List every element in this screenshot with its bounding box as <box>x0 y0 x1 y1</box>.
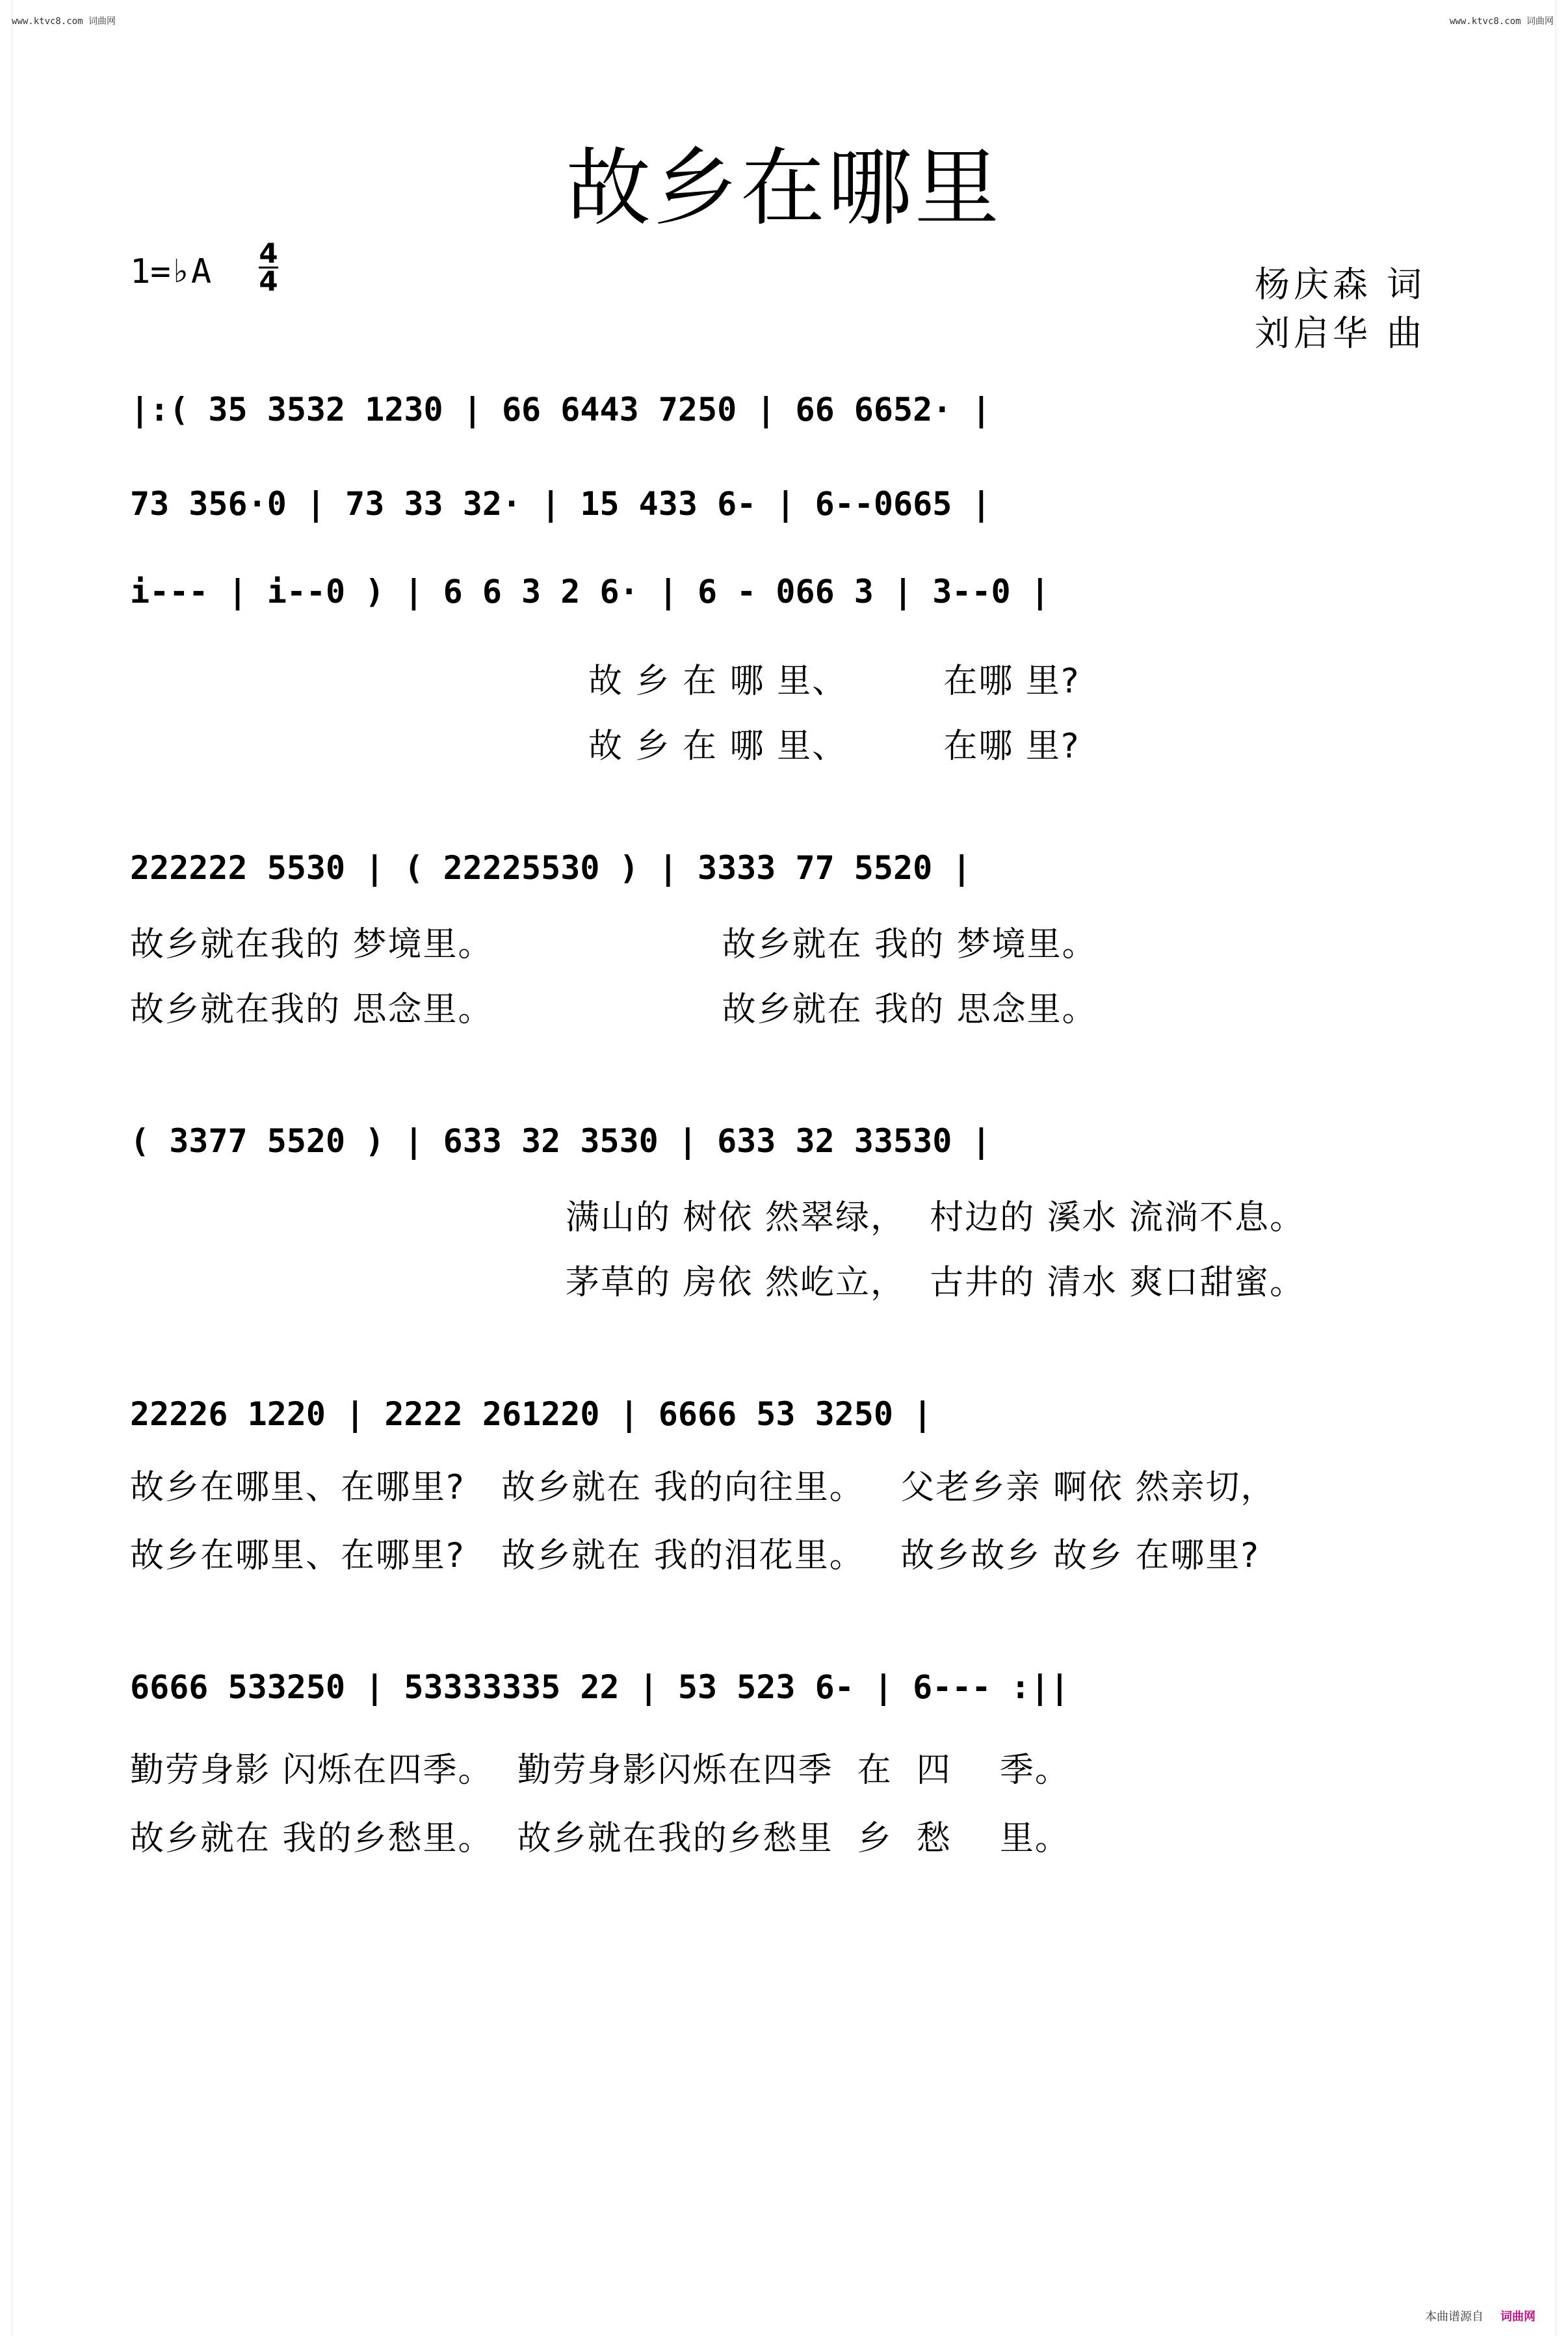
meter-top: 4 <box>259 237 278 269</box>
lyric-line: 故乡在哪里、在哪里? 故乡就在 我的泪花里。 故乡故乡 故乡 在哪里? <box>130 1536 1260 1575</box>
staff-line-5 <box>130 1109 1437 1174</box>
lyric-line: 故乡在哪里、在哪里? 故乡就在 我的向往里。 父老乡亲 啊依 然亲切， <box>130 1468 1276 1507</box>
staff-line-2 <box>130 471 1437 536</box>
time-signature <box>259 237 278 297</box>
left-margin-strip <box>0 0 12 2336</box>
staff-line-1 <box>130 377 1437 442</box>
staff-line-7 <box>130 1655 1437 1720</box>
notation: 6666 533250 | 53333335 22 | 53 523 6- | 6--- :|| <box>130 1668 1069 1706</box>
notation: 222222 5530 | ( 22225530 ) | 3333 77 5520 | <box>130 849 972 887</box>
notation: i--- | i--0 ) | 6 6 3 2 6· | 6 - 066 3 | 3--0 | <box>130 573 1050 610</box>
lyric-line: 勤劳身影 闪烁在四季。 勤劳身影闪烁在四季 在 四 季。 <box>130 1751 1070 1790</box>
notation: ( 3377 5520 ) | 633 32 3530 | 633 32 33530 | <box>130 1122 991 1160</box>
notation: 73 356·0 | 73 33 32· | 15 433 6- | 6--0665 | <box>130 485 991 523</box>
header-right: www.ktvc8.com 词曲网 <box>1449 16 1554 27</box>
lyric-line: 满山的 树依 然翠绿， 村边的 溪水 流淌不息。 <box>566 1198 1305 1237</box>
key-signature: 1=♭A <box>130 252 212 291</box>
lyric-line: 故乡就在我的 梦境里。 故乡就在 我的 梦境里。 <box>130 925 1097 964</box>
lyricist-credit: 杨庆森 词 <box>1255 264 1426 305</box>
footer-site: 词曲网 <box>1500 2310 1535 2324</box>
staff-line-4 <box>130 835 1437 900</box>
staff-line-3 <box>130 559 1437 624</box>
notation: 22226 1220 | 2222 261220 | 6666 53 3250 | <box>130 1395 933 1433</box>
meter-bottom: 4 <box>259 265 278 297</box>
lyric-line: 故 乡 在 哪 里、 在哪 里? <box>588 727 1080 766</box>
composer-credit: 刘启华 曲 <box>1255 313 1426 354</box>
lyric-line: 故 乡 在 哪 里、 在哪 里? <box>588 662 1080 701</box>
notation: |:( 35 3532 1230 | 66 6443 7250 | 66 6652· | <box>130 391 991 428</box>
header-left: www.ktvc8.com 词曲网 <box>12 16 116 27</box>
lyric-line: 故乡就在我的 思念里。 故乡就在 我的 思念里。 <box>130 990 1097 1029</box>
footer-source: 本曲谱源自 <box>1425 2310 1483 2324</box>
right-margin-strip <box>1556 0 1568 2336</box>
lyric-line: 故乡就在 我的乡愁里。 故乡就在我的乡愁里 乡 愁 里。 <box>130 1819 1070 1858</box>
lyric-line: 茅草的 房依 然屹立， 古井的 清水 爽口甜蜜。 <box>566 1263 1305 1302</box>
song-title: 故乡在哪里 <box>566 138 1002 237</box>
staff-line-6 <box>130 1382 1437 1447</box>
